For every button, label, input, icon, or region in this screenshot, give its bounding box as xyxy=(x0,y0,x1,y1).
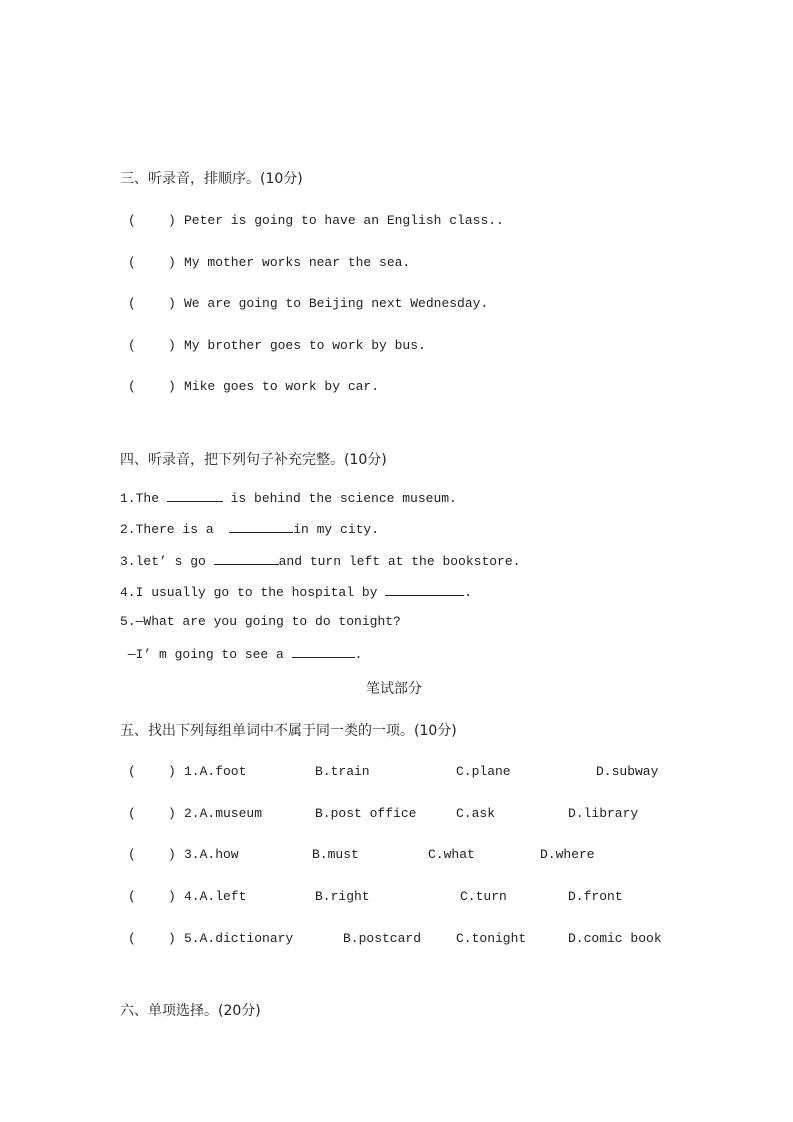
answer-paren-open: ( xyxy=(128,255,136,270)
word-option: 5.A.dictionary xyxy=(184,931,294,946)
word-option: 3.A.how xyxy=(184,847,239,862)
word-option: B.train xyxy=(315,764,370,779)
answer-paren-open: ( xyxy=(128,379,136,394)
answer-paren-close: ) xyxy=(168,213,176,228)
word-option: B.postcard xyxy=(343,931,422,946)
answer-paren-open: ( xyxy=(128,889,136,904)
ordering-item: Mike goes to work by car. xyxy=(184,379,380,394)
answer-paren-open: ( xyxy=(128,296,136,311)
ordering-item: Peter is going to have an English class.. xyxy=(184,213,504,228)
sentence-end: . xyxy=(464,585,473,600)
sentence-start: 4.I usually go to the hospital by xyxy=(120,585,386,600)
answer-paren-close: ) xyxy=(168,889,176,904)
answer-blank[interactable] xyxy=(229,520,293,533)
answer-paren-close: ) xyxy=(168,847,176,862)
answer-paren-open: ( xyxy=(128,213,136,228)
answer-paren-close: ) xyxy=(168,255,176,270)
word-option: D.where xyxy=(540,847,595,862)
sentence-end: . xyxy=(354,647,363,662)
word-option: C.turn xyxy=(460,889,507,904)
fill-blank-sentence xyxy=(120,489,457,507)
section-5-title: 五、找出下列每组单词中不属于同一类的一项。(10分) xyxy=(120,723,457,739)
word-option: B.must xyxy=(312,847,359,862)
fill-blank-sentence xyxy=(120,520,379,538)
answer-paren-open: ( xyxy=(128,338,136,353)
word-option: D.comic book xyxy=(568,931,662,946)
answer-paren-open: ( xyxy=(128,847,136,862)
fill-blank-sentence xyxy=(120,583,472,601)
word-option: 4.A.left xyxy=(184,889,247,904)
answer-blank[interactable] xyxy=(214,552,279,565)
answer-blank[interactable] xyxy=(292,645,355,658)
ordering-item: We are going to Beijing next Wednesday. xyxy=(184,296,489,311)
word-option: C.what xyxy=(428,847,475,862)
ordering-item: My brother goes to work by bus. xyxy=(184,338,426,353)
answer-paren-close: ) xyxy=(168,764,176,779)
answer-paren-open: ( xyxy=(128,764,136,779)
sentence-start: 1.The xyxy=(120,491,167,506)
word-option: D.library xyxy=(568,806,639,821)
word-option: C.tonight xyxy=(456,931,527,946)
sentence-start: 2.There is a xyxy=(120,522,230,537)
answer-blank[interactable] xyxy=(385,583,464,596)
word-option: 2.A.museum xyxy=(184,806,263,821)
sentence-end: is behind the science museum. xyxy=(222,491,457,506)
sentence-end: in my city. xyxy=(293,522,380,537)
fill-blank-sentence xyxy=(120,645,362,663)
answer-paren-open: ( xyxy=(128,931,136,946)
fill-blank-sentence xyxy=(120,552,520,570)
word-option: B.right xyxy=(315,889,370,904)
word-option: B.post office xyxy=(315,806,417,821)
sentence-start: 3.let’ s go xyxy=(120,554,214,569)
word-option: D.subway xyxy=(596,764,659,779)
sentence-start: 5.—What are you going to do tonight? xyxy=(120,614,401,629)
written-part-heading: 笔试部分 xyxy=(366,681,422,697)
section-4-title: 四、听录音，把下列句子补充完整。(10分) xyxy=(120,452,387,468)
ordering-item: My mother works near the sea. xyxy=(184,255,411,270)
word-option: 1.A.foot xyxy=(184,764,247,779)
word-option: D.front xyxy=(568,889,623,904)
answer-paren-close: ) xyxy=(168,379,176,394)
answer-paren-close: ) xyxy=(168,931,176,946)
word-option: C.ask xyxy=(456,806,496,821)
answer-blank[interactable] xyxy=(167,489,223,502)
sentence-start: —I’ m going to see a xyxy=(120,647,292,662)
section-3-title: 三、听录音，排顺序。(10分) xyxy=(120,171,303,187)
answer-paren-close: ) xyxy=(168,296,176,311)
word-option: C.plane xyxy=(456,764,511,779)
section-6-title: 六、单项选择。(20分) xyxy=(120,1003,261,1019)
answer-paren-close: ) xyxy=(168,338,176,353)
answer-paren-open: ( xyxy=(128,806,136,821)
fill-blank-sentence xyxy=(120,614,401,630)
answer-paren-close: ) xyxy=(168,806,176,821)
sentence-end: and turn left at the bookstore. xyxy=(278,554,521,569)
